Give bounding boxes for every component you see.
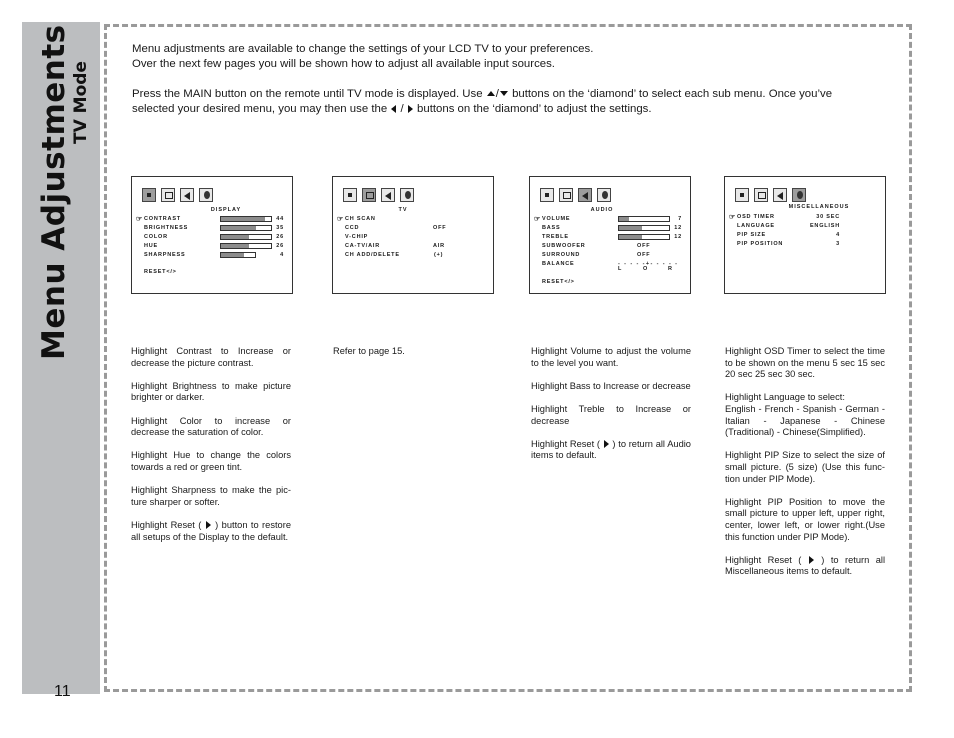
audio-description (531, 346, 691, 474)
page-subtitle: TV Mode (71, 61, 91, 144)
osd-icon-row (540, 188, 611, 202)
osd-row-ch-add-delete (333, 252, 493, 260)
description-paragraph: English - French - Spanish - German - Italian - Japanese - Chinese (Traditional) - Chinese(Simplified). (725, 403, 885, 438)
slash: / (495, 88, 499, 100)
osd-row-balance (530, 261, 690, 269)
osd-value: OFF (637, 243, 651, 249)
osd-level-fill (221, 244, 249, 248)
description-paragraph (131, 520, 291, 543)
osd-value: OFF (637, 252, 651, 258)
osd-label: BALANCE (542, 261, 575, 267)
osd-value: AIR (433, 243, 445, 249)
osd-row-contrast (132, 216, 292, 224)
balance-center-label: O (643, 266, 648, 272)
osd-row-sharpness (132, 252, 292, 260)
osd-level-fill (221, 226, 256, 230)
description-paragraph (725, 555, 885, 578)
intro-line-2: Over the next few pages you will be shown how to adjust all available input sources. (132, 58, 555, 70)
description-text: Highlight Reset ( (725, 554, 802, 565)
osd-value: 12 (674, 225, 682, 231)
osd-level-fill (619, 235, 642, 239)
right-arrow-icon (809, 556, 814, 564)
balance-scale: - - - - -+- - - - - (618, 261, 679, 267)
osd-value: 4 (836, 232, 840, 238)
osd-label: VOLUME (542, 216, 571, 222)
pointer-hand-icon: ☞ (729, 214, 737, 221)
osd-value: 26 (276, 243, 284, 249)
osd-label: CONTRAST (144, 216, 181, 222)
osd-icon-row (343, 188, 414, 202)
osd-title: TV (398, 207, 408, 213)
speaker-icon (773, 188, 787, 202)
description-paragraph: Refer to page 15. (333, 346, 405, 356)
misc-icon (199, 188, 213, 202)
tv-icon (559, 188, 573, 202)
tv-icon (161, 188, 175, 202)
osd-row-ccd (333, 225, 493, 233)
osd-label: PIP POSITION (737, 241, 784, 247)
osd-level-bar (220, 243, 272, 249)
osd-level-fill (619, 226, 642, 230)
osd-label: BASS (542, 225, 561, 231)
description-paragraph: Highlight Brightness to make picture brighter or darker. (131, 380, 291, 403)
misc-description (725, 346, 885, 589)
display-icon (735, 188, 749, 202)
description-paragraph: Highlight Sharpness to make the pic-ture sharper or softer. (131, 485, 291, 507)
osd-level-fill (221, 217, 265, 221)
osd-row-hue (132, 243, 292, 251)
page-number: 11 (54, 683, 71, 700)
up-arrow-icon (487, 91, 495, 96)
intro-line-1: Menu adjustments are available to change the settings of your LCD TV to your preferences. (132, 43, 594, 55)
display-description (131, 346, 291, 555)
description-paragraph: Highlight Treble to Increase or decrease (531, 403, 691, 426)
osd-label: CCD (345, 225, 360, 231)
osd-row-language (725, 223, 885, 231)
osd-label: V-CHIP (345, 234, 369, 240)
speaker-icon (578, 188, 592, 202)
osd-label: SUBWOOFER (542, 243, 586, 249)
osd-row-v-chip (333, 234, 493, 242)
misc-icon (400, 188, 414, 202)
osd-row-ch-scan (333, 216, 493, 224)
description-paragraph: Highlight Bass to Increase or decrease (531, 380, 691, 391)
pointer-hand-icon: ☞ (136, 216, 144, 223)
osd-row-osd-timer (725, 214, 885, 222)
intro-text-segment: buttons on the ‘diamond’ to select each sub menu. Once you’ve (512, 88, 833, 100)
osd-level-bar (220, 216, 272, 222)
osd-value: 26 (276, 234, 284, 240)
osd-label: HUE (144, 243, 159, 249)
osd-value: 7 (678, 216, 682, 222)
osd-label: BRIGHTNESS (144, 225, 189, 231)
osd-title: MISCELLANEOUS (788, 204, 850, 210)
description-paragraph: Highlight PIP Size to select the size of small picture. (5 size) (Use this func-tion under PIP Mode). (725, 450, 885, 484)
osd-label: CA-TV/AIR (345, 243, 381, 249)
osd-audio-menu (529, 176, 691, 294)
tv-icon (754, 188, 768, 202)
balance-right-label: R (668, 266, 672, 272)
speaker-icon (381, 188, 395, 202)
slash: / (400, 103, 404, 115)
description-paragraph: Highlight Contrast to Increase or decrease the picture contrast. (131, 346, 291, 368)
osd-label: SURROUND (542, 252, 581, 258)
osd-value: ENGLISH (809, 223, 840, 229)
description-paragraph: Highlight Volume to adjust the volume to the level you want. (531, 346, 691, 368)
description-text: Highlight Reset ( (531, 438, 600, 449)
osd-value: 4 (280, 252, 284, 258)
osd-value: 30 SEC (816, 214, 840, 220)
intro-text-segment: selected your desired menu, you may then use the (132, 103, 388, 115)
description-paragraph: Highlight Hue to change the colors towards a red or green tint. (131, 450, 291, 472)
osd-row-subwoofer (530, 243, 690, 251)
osd-level-fill (221, 253, 244, 257)
pointer-hand-icon: ☞ (337, 216, 345, 223)
osd-title: DISPLAY (210, 207, 242, 213)
osd-icon-row (142, 188, 213, 202)
balance-left-label: L (618, 266, 622, 272)
osd-row-bass (530, 225, 690, 233)
osd-label: SHARPNESS (144, 252, 186, 258)
osd-level-bar (618, 225, 670, 231)
osd-row-treble (530, 234, 690, 242)
osd-label: COLOR (144, 234, 168, 240)
osd-value: OFF (433, 225, 447, 231)
tv-description (333, 346, 493, 369)
right-arrow-icon (206, 521, 211, 529)
tv-icon (362, 188, 376, 202)
osd-row-ca-tv-air (333, 243, 493, 251)
osd-row-volume (530, 216, 690, 224)
osd-value: (+) (434, 252, 444, 258)
osd-label: CH ADD/DELETE (345, 252, 400, 258)
osd-level-bar (618, 234, 670, 240)
osd-value: 44 (276, 216, 284, 222)
description-text: ) button to restore all setups of the Display to the default. (131, 519, 291, 542)
osd-label: RESET</> (542, 279, 575, 285)
description-text: Highlight Reset ( (131, 519, 202, 530)
display-icon (142, 188, 156, 202)
osd-row-pip-size (725, 232, 885, 240)
description-paragraph: Highlight Color to increase or decrease the saturation of color. (131, 415, 291, 438)
osd-row-reset (132, 269, 292, 277)
sidebar (22, 22, 100, 700)
osd-row-color (132, 234, 292, 242)
osd-level-fill (221, 235, 249, 239)
osd-label: TREBLE (542, 234, 569, 240)
osd-row-pip-position (725, 241, 885, 249)
osd-label: CH SCAN (345, 216, 376, 222)
osd-level-bar (220, 252, 256, 258)
osd-value: 35 (276, 225, 284, 231)
osd-level-fill (619, 217, 629, 221)
osd-display-menu (131, 176, 293, 294)
pointer-hand-icon: ☞ (534, 216, 542, 223)
osd-tv-menu (332, 176, 494, 294)
osd-value: 12 (674, 234, 682, 240)
osd-row-brightness (132, 225, 292, 233)
description-paragraph: Highlight PIP Position to move the small picture to upper left, upper right, center, lower left, or lower right.(Use this function under PIP Mode). (725, 496, 885, 542)
intro-text (132, 42, 892, 117)
left-arrow-icon (391, 105, 396, 113)
display-icon (343, 188, 357, 202)
osd-label: LANGUAGE (737, 223, 775, 229)
right-arrow-icon (604, 440, 609, 448)
osd-row-reset (530, 279, 690, 287)
display-icon (540, 188, 554, 202)
osd-label: OSD TIMER (737, 214, 775, 220)
misc-icon (597, 188, 611, 202)
description-text: ) to return all Audio items to default. (531, 438, 691, 461)
intro-text-segment: buttons on the ‘diamond’ to adjust the settings. (417, 103, 652, 115)
osd-row-surround (530, 252, 690, 260)
page-title: Menu Adjustments (36, 24, 72, 360)
osd-level-bar (618, 216, 670, 222)
intro-text-segment: Press the MAIN button on the remote until TV mode is displayed. Use (132, 88, 483, 100)
osd-icon-row (735, 188, 806, 202)
osd-title: AUDIO (590, 207, 614, 213)
right-arrow-icon (408, 105, 413, 113)
osd-level-bar (220, 225, 272, 231)
description-paragraph: Highlight Language to select: (725, 392, 845, 403)
osd-level-bar (220, 234, 272, 240)
osd-label: PIP SIZE (737, 232, 766, 238)
description-text: ) to return all Miscellaneous items to default. (725, 554, 886, 577)
intro-paragraph-2 (132, 87, 892, 117)
osd-label: RESET</> (144, 269, 177, 275)
osd-misc-menu (724, 176, 886, 294)
down-arrow-icon (500, 91, 508, 96)
description-paragraph: Highlight OSD Timer to select the time to be shown on the menu 5 sec 15 sec 20 sec 25 sec 30 sec. (725, 346, 885, 380)
speaker-icon (180, 188, 194, 202)
osd-value: 3 (836, 241, 840, 247)
misc-icon (792, 188, 806, 202)
description-paragraph (531, 439, 691, 462)
